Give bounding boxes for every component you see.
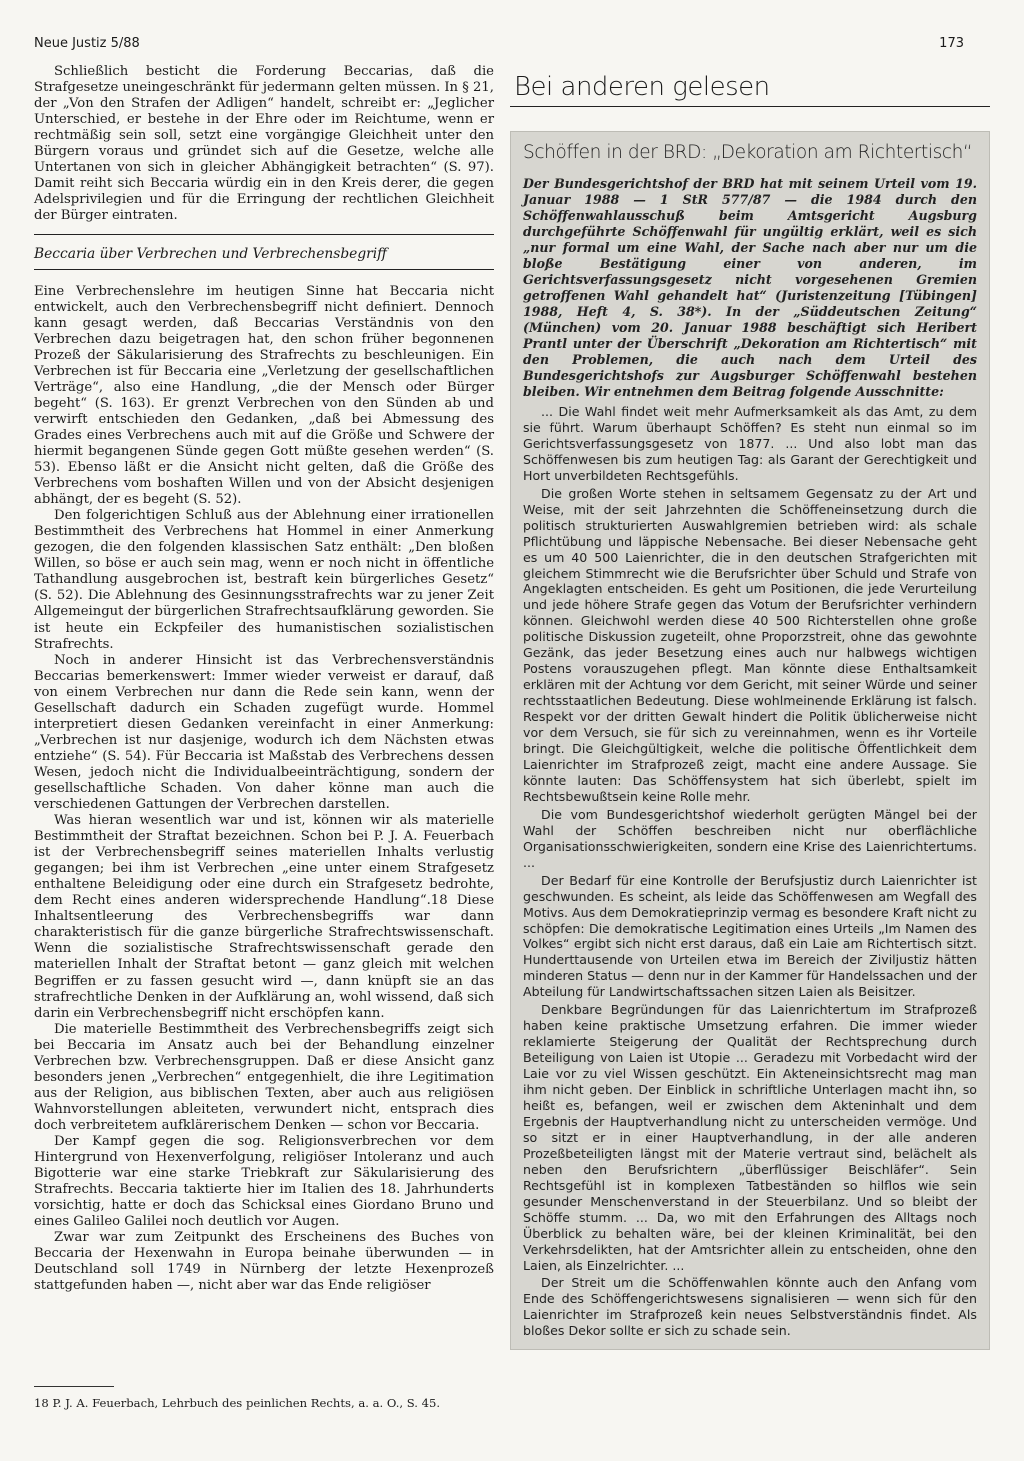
footnote: 18 P. J. A. Feuerbach, Lehrbuch des peinlichen Rechts, a. a. O., S. 45. bbox=[34, 1396, 441, 1410]
body-paragraph: Zwar war zum Zeitpunkt des Erscheinens des Buches von Beccaria der Hexenwahn in Europa beinahe überwunden — in Deutschland soll 1749 in Nürnberg der letzte Hexenprozeß stattgefunden haben —, nicht aber war das Ende religiöser bbox=[34, 1230, 494, 1294]
right-column bbox=[510, 64, 990, 1350]
body-paragraph: Noch in anderer Hinsicht ist das Verbrechensverständnis Beccarias bemerkenswert: Immer wieder verweist er darauf, daß von einem Verbrechen nur dann die Rede sein kann, wenn der Gesellschaft dadurch ein Schaden zugefügt wurde. Hommel interpretiert diesen Gedanken vereinfacht in einer Anmerkung: „Verbrechen ist nur dasjenige, wodurch ich dem Nächsten etwas entziehe“ (S. 54). Für Beccaria ist Maßstab des Verbrechens dessen Wesen, jedoch nicht die Individualbeeinträchtigung, sondern der gesellschaftliche Schaden. Von daher könne man auch die verschiedenen Gattungen der Verbrechen darstellen. bbox=[34, 652, 494, 813]
intro-paragraph: Schließlich besticht die Forderung Beccarias, daß die Strafgesetze uneingeschränkt für jedermann gelten müssen. In § 21, der „Von den Strafen der Adligen“ handelt, schreibt er: „Jeglicher Unterschied, er bestehe in der Ehre oder im Reichtume, wenn er rechtmäßig sein soll, setzt eine vorgängige Gleichheit unter den Bürgern voraus und gründet sich auf die Gesetze, welche alle Untertanen von sich in gleicher Abhängigkeit betrachten“ (S. 97). Damit reiht sich Beccaria würdig ein in den Kreis derer, die gegen Adelsprivilegien und für die Erringung der rechtlichen Gleichheit der Bürger eintraten. bbox=[34, 64, 494, 224]
excerpt-paragraph: Die vom Bundesgerichtshof wiederholt gerügten Mängel bei der Wahl der Schöffen beschreiben nicht nur oberflächliche Organisationsschwierigkeiten, sondern eine Krise des Laienrichtertums. ... bbox=[523, 806, 977, 870]
excerpt-paragraph: Die großen Worte stehen in seltsamem Gegensatz zu der Art und Weise, mit der seit Jahrzehnten die Schöffeneinsetzung durch die politisch strukturierten Auswahlgremien betrieben wird: als schale Pflichtübung und läppische Nebensache. Bei dieser Nebensache geht es um 40 500 Laienrichter, die in den deutschen Strafgerichten mit gleichem Stimmrecht wie die Berufsrichter über Schuld und Strafe von Angeklagten entscheiden. Es geht um Positionen, die jede Verurteilung und jede höhere Strafe gegen das Votum der Berufsrichter verhindern können. Gleichwohl werden diese 40 500 Richterstellen ohne große politische Diskussion zugeteilt, ohne Proporzstreit, ohne das gewohnte Gezänk, das jeder Besetzung eines auch nur halbwegs wichtigen Postens vorauszugehen pflegt. Man könnte diese Enthaltsamkeit erklären mit der Achtung vor dem Gericht, mit seiner Würde und seiner rechtsstaatlichen Bedeutung. Diese wohlmeinende Erklärung ist falsch. Respekt vor der dritten Gewalt hindert die Politik üblicherweise nicht vor dem Versuch, sie für sich zu vereinnahmen, wenn es ihr Vorteile bringt. Die Gleichgültigkeit, welche die politische Öffentlichkeit dem Laienrichter im Strafprozeß zeigt, macht eine andere Aussage. Sie könnte lauten: Das Schöffensystem hat sich überlebt, spielt im Rechtsbewußtsein keine Rolle mehr. bbox=[523, 485, 977, 804]
rubric-title: Bei anderen gelesen bbox=[514, 72, 770, 102]
excerpt-box bbox=[510, 131, 990, 1350]
section-rule-top bbox=[34, 234, 494, 235]
excerpt-paragraph: Denkbare Begründungen für das Laienrichtertum im Strafprozeß haben keine praktische Umsetzung erfahren. Die immer wieder reklamierte Steigerung der Qualität der Rechtsprechung durch Beteiligung von Laien ist Utopie ... Geradezu mit Vorbedacht wird der Laie vor zu viel Wissen geschützt. Ein Akteneinsichtsrecht mag man ihm nicht geben. Der Einblick in schriftliche Unterlagen macht ihn, so heißt es, befangen, weil er zwischen dem Akteninhalt und dem Ergebnis der Hauptverhandlung nicht zu unterscheiden vermöge. Und so sitzt er in einer Hauptverhandlung, in der alle anderen Prozeßbeteiligten längst mit der Materie vertraut sind, belächelt als neben den Berufsrichtern „überflüssiger Beischläfer“. Sein Rechtsgefühl ist in komplexen Tatbeständen so hilflos wie sein gesunder Menschenverstand in der Steuerbilanz. Und so bleibt der Schöffe stumm. ... Da, wo mit den Erfahrungen des Alltags noch Überblick zu behalten wäre, bei der kleinen Kriminalität, bei den Verkehrsdelikten, hat der Amtsrichter allein zu entscheiden, ohne den Laien, als Einzelrichter. ... bbox=[523, 1002, 977, 1273]
left-column bbox=[34, 64, 494, 1294]
footnote-rule bbox=[34, 1386, 114, 1387]
page-number: 173 bbox=[939, 36, 964, 51]
body-paragraph: Der Kampf gegen die sog. Religionsverbrechen vor dem Hintergrund von Hexenverfolgung, religiöser Intoleranz und auch Bigotterie war eine starke Triebkraft zur Säkularisierung des Strafrechts. Beccaria taktierte hier im Italien des 18. Jahrhunderts vorsichtig, hatte er doch das Schicksal eines Giordano Bruno und eines Galileo Galilei noch deutlich vor Augen. bbox=[34, 1134, 494, 1230]
section-beccaria bbox=[34, 234, 494, 1294]
excerpt-paragraph: Der Streit um die Schöffenwahlen könnte auch den Anfang vom Ende des Schöffengerichtswesens signalisieren — wenn sich für den Laienrichter im Strafprozeß kein neues Selbstverständnis findet. Als bloßes Dekor sollte er sich zu schade sein. bbox=[523, 1275, 977, 1339]
body-paragraph: Den folgerichtigen Schluß aus der Ablehnung einer irrationellen Bestimmtheit des Verbrechens hat Hommel in einer Anmerkung gezogen, die den folgenden klassischen Satz enthält: „Den bloßen Willen, so böse er auch sein mag, wenn er noch nicht in öffentliche Tathandlung ausgebrochen ist, bestraft kein bürgerliches Gesetz“ (S. 52). Die Ablehnung des Gesinnungsstrafrechts war zu jener Zeit Allgemeingut der bürgerlichen Strafrechtsaufklärung geworden. Sie ist heute ein Eckpfeiler des humanistischen sozialistischen Strafrechts. bbox=[34, 508, 494, 652]
body-paragraph: Was hieran wesentlich war und ist, können wir als materielle Bestimmtheit der Straftat bezeichnen. Schon bei P. J. A. Feuerbach ist der Verbrechensbegriff seines materiellen Inhalts verlustig gegangen; bei ihm ist Verbrechen „eine unter einem Strafgesetz enthaltene Beleidigung oder eine durch ein Strafgesetz bedrohte, dem Recht eines anderen widersprechende Handlung“.18 Diese Inhaltsentleerung des Verbrechensbegriffs war dann charakteristisch für die ganze bürgerliche Strafrechtswissenschaft. Wenn die sozialistische Strafrechtswissenschaft gerade den materiellen Inhalt der Straftat betont — ganz gleich mit welchen Begriffen er zu fassen gesucht wird —, dann knüpft sie an das strafrechtliche Denken in der Aufklärung an, wohl wissend, daß sich darin ein Verbrechensbegriff nicht erschöpfen kann. bbox=[34, 813, 494, 1021]
body-paragraph: Die materielle Bestimmtheit des Verbrechensbegriffs zeigt sich bei Beccaria im Ansatz auch bei der Behandlung einzelner Verbrechen bzw. Verbrechensgruppen. Daß er diese Ansicht ganz besonders jenen „Verbrechen“ entgegenhielt, die ihre Legitimation aus der Religion, aus biblischen Texten, aber auch aus religiösen Wahnvorstellungen ableiteten, verwundert nicht, entsprach dies doch verbreitetem aufklärerischem Denken — schon vor Beccaria. bbox=[34, 1021, 494, 1133]
excerpt-paragraph: Der Bedarf für eine Kontrolle der Berufsjustiz durch Laienrichter ist geschwunden. Es scheint, als leide das Schöffenwesen am Wegfall des Motivs. Aus dem Demokratieprinzip vermag es besondere Kraft nicht zu schöpfen: Die demokratische Legitimation eines Urteils „Im Namen des Volkes“ ergibt sich nicht erst daraus, daß ein Laie am Richtertisch sitzt. Hunderttausende von Urteilen etwa im Bereich der Ziviljustiz hätten minderen Status — denn nur in der Kammer für Handelssachen und der Abteilung für Landwirtschaftssachen sitzen Laien als Beisitzer. bbox=[523, 872, 977, 1000]
journal-issue: Neue Justiz 5/88 bbox=[34, 36, 140, 51]
excerpt-paragraph: ... Die Wahl findet weit mehr Aufmerksamkeit als das Amt, zu dem sie führt. Warum überhaupt Schöffen? Es steht nun einmal so im Gerichtsverfassungsgesetz von 1877. ... Und also lobt man das Schöffenwesen bis zum heutigen Tag: als Garant der Gerechtigkeit und Hort unverbildeten Rechtsgefühls. bbox=[523, 404, 977, 483]
section-rule-bottom bbox=[34, 269, 494, 270]
section-heading: Beccaria über Verbrechen und Verbrechensbegriff bbox=[34, 246, 387, 263]
excerpt-lead: Der Bundesgerichtshof der BRD hat mit seinem Urteil vom 19. Januar 1988 — 1 StR 577/87 — die 1984 durch den Schöffenwahlausschuß beim Amtsgericht Augsburg durchgeführte Schöffenwahl für ungültig erklärt, weil es sich „nur formal um eine Wahl, der Sache nach aber nur um die bloße Bestätigung einer von anderen, im Gerichtsverfassungsgesetz nicht vorgesehenen Gremien getroffenen Wahl gehandelt hat“ (Juristenzeitung [Tübingen] 1988, Heft 4, S. 38*). In der „Süddeutschen Zeitung“ (München) vom 20. Januar 1988 beschäftigt sich Heribert Prantl unter der Überschrift „Dekoration am Richtertisch“ mit den Problemen, die auch nach dem Urteil des Bundesgerichtshofs zur Augsburger Schöffenwahl bestehen bleiben. Wir entnehmen dem Beitrag folgende Ausschnitte: bbox=[523, 176, 977, 399]
body-paragraph: Eine Verbrechenslehre im heutigen Sinne hat Beccaria nicht entwickelt, auch den Verbrechensbegriff nicht definiert. Dennoch kann gesagt werden, daß Beccarias Verständnis von den Verbrechen dazu beigetragen hat, den schon früher begonnenen Prozeß der Säkularisierung des Strafrechts zu beschleunigen. Ein Verbrechen ist für Beccaria eine „Verletzung der gesellschaftlichen Verträge“, also eine Handlung, „die der Mensch oder Bürger begeht“ (S. 163). Er grenzt Verbrechen von den Sünden ab und verwirft entschieden den Gedanken, „daß bei Abmessung des Grades eines Verbrechens auch mit auf die Größe und Schwere der hiermit begangenen Sünde gegen Gott müßte gesehen werden“ (S. 53). Ebenso läßt er die Ansicht nicht gelten, daß die Größe des Verbrechens vom boshaften Willen und von der Absicht desjenigen abhängt, der es begeht (S. 52). bbox=[34, 283, 494, 508]
rubric-rule bbox=[510, 106, 990, 107]
excerpt-title: Schöffen in der BRD: „Dekoration am Richtertisch“ bbox=[523, 142, 973, 163]
